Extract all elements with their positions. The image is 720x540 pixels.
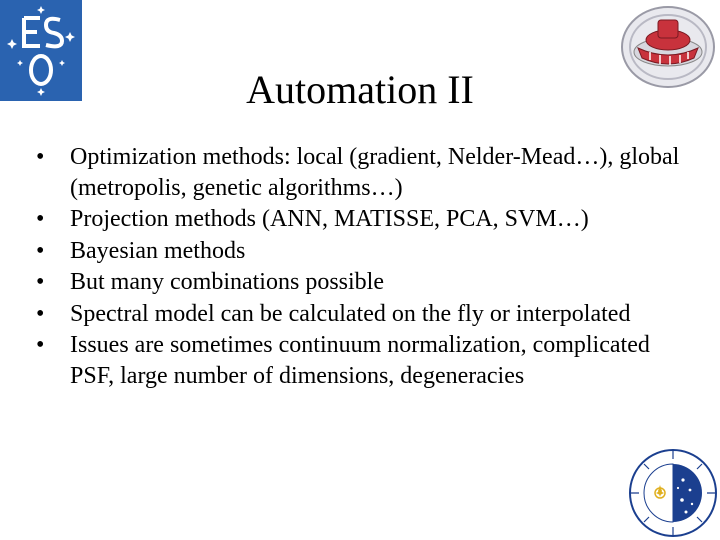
slide-title: Automation II: [246, 67, 474, 112]
iac-logo-icon: [628, 448, 718, 538]
bullet-glyph: •: [36, 300, 45, 327]
bullet-glyph: •: [36, 144, 45, 170]
bullet-list: [0, 142, 720, 392]
bullet-text: But many combinations possible: [70, 269, 384, 295]
list-item: [0, 236, 690, 267]
list-item: [0, 142, 690, 203]
bullet-glyph: •: [36, 237, 45, 264]
bullet-text: Bayesian methods: [70, 237, 246, 264]
bullet-glyph: •: [36, 332, 45, 358]
list-item: [0, 299, 690, 330]
list-item: [0, 204, 690, 235]
bullet-glyph: •: [36, 206, 45, 232]
bullet-glyph: •: [36, 269, 45, 295]
bullet-text: Projection methods (ANN, MATISSE, PCA, SVM…): [70, 206, 589, 232]
list-item: [0, 267, 690, 298]
list-item: [0, 330, 690, 391]
bullet-text: Optimization methods: local (gradient, Nelder-Mead…), global (metropolis, genetic algorithms…): [70, 144, 680, 201]
bullet-text: Issues are sometimes continuum normalization, complicated PSF, large number of dimensions, degeneracies: [70, 332, 650, 389]
bullet-text: Spectral model can be calculated on the fly or interpolated: [70, 300, 631, 327]
